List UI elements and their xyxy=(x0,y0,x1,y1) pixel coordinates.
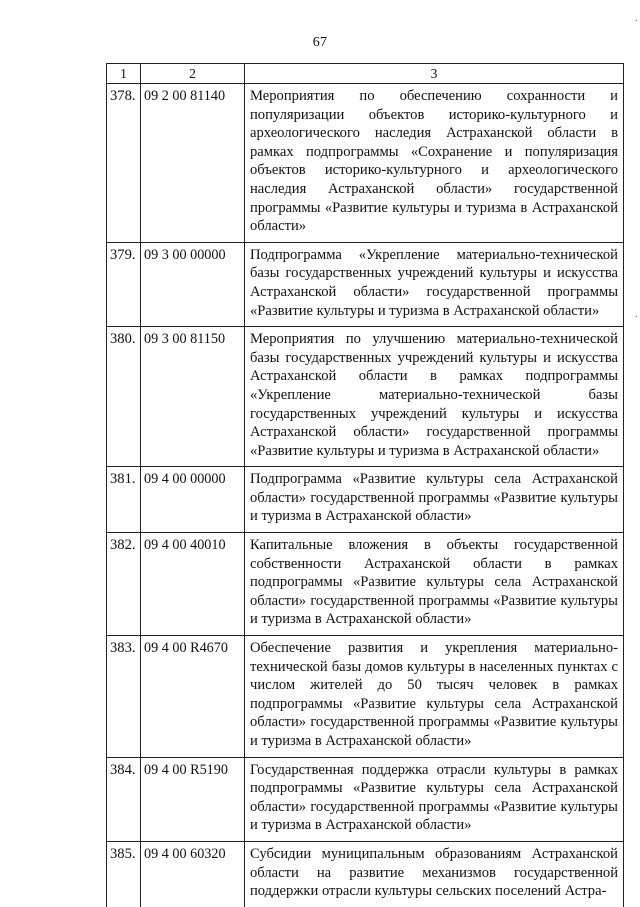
table-row xyxy=(107,841,624,906)
row-code: 09 4 00 00000 xyxy=(141,467,245,533)
table-row xyxy=(107,84,624,243)
row-code: 09 4 00 60320 xyxy=(141,841,245,906)
row-description: Подпрограмма «Укрепление материально-технической базы государственных учреждений культуры и искусства Астраханской области» государственной программы «Развитие культуры и туризма в Астраханской области» xyxy=(245,242,624,326)
row-code: 09 4 00 40010 xyxy=(141,533,245,636)
table-row xyxy=(107,467,624,533)
row-number: 379. xyxy=(107,242,141,326)
row-description: Государственная поддержка отрасли культуры в рамках подпрограммы «Развитие культуры села Астраханской области» государственной программы «Развитие культуры и туризма в Астраханской области» xyxy=(245,757,624,841)
column-header-number: 1 xyxy=(107,64,141,84)
row-code: 09 3 00 81150 xyxy=(141,327,245,467)
row-description: Субсидии муниципальным образованиям Астраханской области на развитие механизмов государственной поддержки отрасли культуры сельских поселений Астра- xyxy=(245,841,624,906)
row-number: 383. xyxy=(107,636,141,758)
row-code: 09 3 00 00000 xyxy=(141,242,245,326)
table-row xyxy=(107,242,624,326)
row-description: Мероприятия по обеспечению сохранности и популяризации объектов историко-культурного и археологического наследия Астраханской области в рамках подпрограммы «Сохранение и популяризация объектов историко-культурного и археологического наследия Астраханской области» государственной программы «Развитие культуры и туризма в Астраханской области» xyxy=(245,84,624,243)
column-header-description: 3 xyxy=(245,64,624,84)
row-description: Обеспечение развития и укрепления материально-технической базы домов культуры в населенных пунктах с числом жителей до 50 тысяч человек в рамках подпрограммы «Развитие культуры села Астраханской области» государственной программы «Развитие культуры и туризма в Астраханской области» xyxy=(245,636,624,758)
row-description: Капитальные вложения в объекты государственной собственности Астраханской области в рамках подпрограммы «Развитие культуры села Астраханской области» государственной программы «Развитие культуры и туризма в Астраханской области» xyxy=(245,533,624,636)
row-number: 384. xyxy=(107,757,141,841)
table-row xyxy=(107,757,624,841)
scan-edge-mark: · xyxy=(634,16,638,27)
row-code: 09 4 00 R5190 xyxy=(141,757,245,841)
row-number: 381. xyxy=(107,467,141,533)
table-header-row xyxy=(107,64,624,84)
row-number: 385. xyxy=(107,841,141,906)
column-header-code: 2 xyxy=(141,64,245,84)
row-description: Мероприятия по улучшению материально-технической базы государственных учреждений культуры и искусства Астраханской области в рамках подпрограммы «Укрепление материально-технической базы государственных учреждений культуры и искусства Астраханской области» государственной программы «Развитие культуры и туризма в Астраханской области» xyxy=(245,327,624,467)
row-description: Подпрограмма «Развитие культуры села Астраханской области» государственной программы «Развитие культуры и туризма в Астраханской области» xyxy=(245,467,624,533)
classification-table xyxy=(106,63,624,907)
table-row xyxy=(107,533,624,636)
row-number: 380. xyxy=(107,327,141,467)
row-code: 09 4 00 R4670 xyxy=(141,636,245,758)
scan-edge-mark: · xyxy=(634,312,638,323)
page-number: 67 xyxy=(312,35,328,50)
table-row xyxy=(107,636,624,758)
row-number: 382. xyxy=(107,533,141,636)
row-number: 378. xyxy=(107,84,141,243)
table-row xyxy=(107,327,624,467)
row-code: 09 2 00 81140 xyxy=(141,84,245,243)
